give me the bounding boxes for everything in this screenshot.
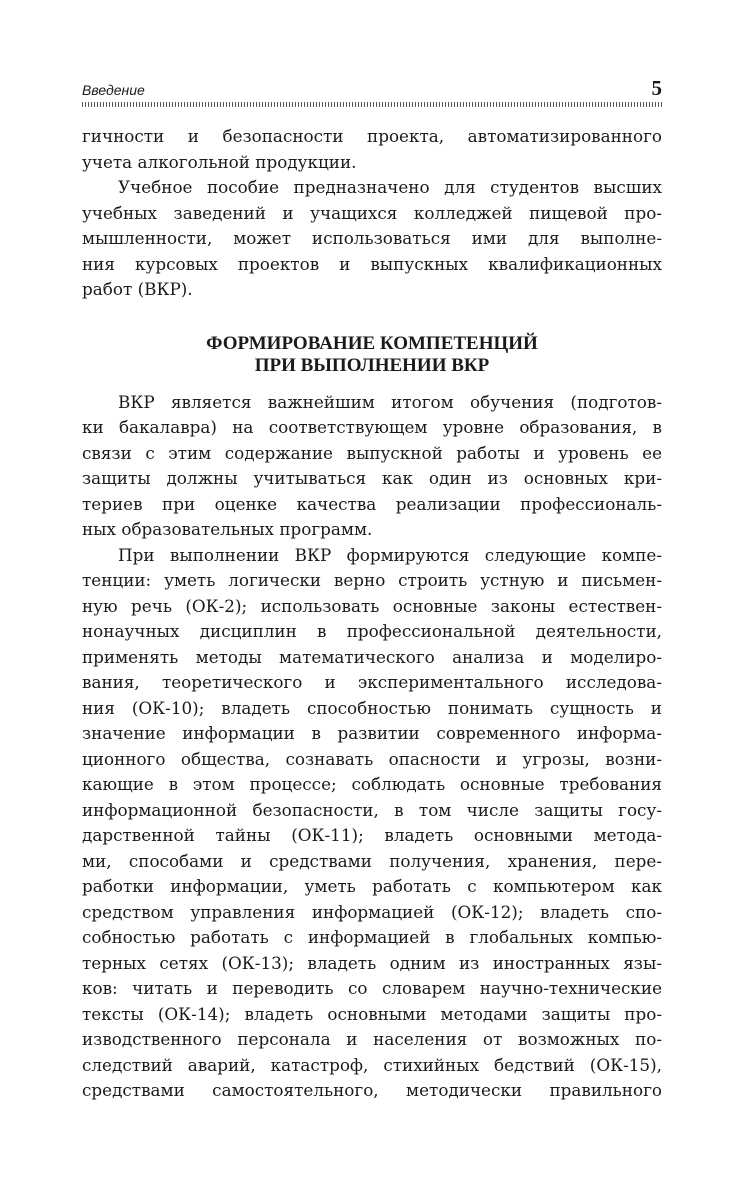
text-line: нонаучных дисциплин в профессиональной деятельности, bbox=[82, 621, 662, 641]
text-line: ных образовательных программ. bbox=[82, 519, 373, 539]
text-line: мышленности, может использоваться ими для выполне- bbox=[82, 228, 662, 248]
paragraph-continuation bbox=[82, 124, 662, 175]
text-line: тенции: уметь логически верно строить устную и письмен- bbox=[82, 570, 662, 590]
text-line: дарственной тайны (ОК-11); владеть основными метода- bbox=[82, 825, 662, 845]
text-line: Учебное пособие предназначено для студентов высших bbox=[118, 177, 662, 197]
text-line: ния курсовых проектов и выпускных квалификационных bbox=[82, 253, 662, 274]
text-line: собностью работать с информацией в глобальных компью- bbox=[82, 927, 662, 947]
text-line: ную речь (ОК-2); использовать основные законы естествен- bbox=[82, 595, 662, 616]
text-line: ков: читать и переводить со словарем научно-технические bbox=[82, 978, 662, 998]
text-line: териев при оценке качества реализации профессиональ- bbox=[82, 493, 662, 514]
section-title: Введение bbox=[82, 82, 145, 98]
page-body bbox=[82, 124, 662, 1104]
text-line: учета алкогольной продукции. bbox=[82, 151, 357, 172]
text-line: ми, способами и средствами получения, хранения, пере- bbox=[82, 850, 662, 871]
text-line: следствий аварий, катастроф, стихийных бедствий (ОК-15), bbox=[82, 1054, 662, 1075]
paragraph-purpose bbox=[82, 175, 662, 303]
text-line: учебных заведений и учащихся колледжей пищевой про- bbox=[82, 202, 662, 223]
text-line: защиты должны учитываться как один из основных кри- bbox=[82, 468, 662, 488]
heading-line: ФОРМИРОВАНИЕ КОМПЕТЕНЦИЙ bbox=[206, 332, 538, 354]
text-line: При выполнении ВКР формируются следующие компе- bbox=[118, 544, 662, 565]
text-line: информационной безопасности, в том числе защиты госу- bbox=[82, 799, 662, 820]
text-line: ВКР является важнейшим итогом обучения (подготов- bbox=[118, 391, 662, 412]
section-heading bbox=[82, 333, 662, 377]
header-rule bbox=[82, 102, 662, 107]
text-line: ки бакалавра) на соответствующем уровне образования, в bbox=[82, 417, 662, 437]
text-line: терных сетях (ОК-13); владеть одним из иностранных язы- bbox=[82, 952, 662, 973]
text-line: изводственного персонала и населения от возможных по- bbox=[82, 1029, 662, 1049]
text-line: средствами самостоятельного, методически правильного bbox=[82, 1080, 662, 1100]
text-line: работ (ВКР). bbox=[82, 279, 193, 299]
text-line: вания, теоретического и экспериментального исследова- bbox=[82, 672, 662, 692]
page-number: 5 bbox=[651, 76, 662, 100]
text-line: тексты (ОК-14); владеть основными методами защиты про- bbox=[82, 1003, 662, 1024]
running-header bbox=[82, 76, 662, 102]
text-line: значение информации в развитии современного информа- bbox=[82, 723, 662, 743]
text-line: средством управления информацией (ОК-12); владеть спо- bbox=[82, 901, 662, 922]
text-line: связи с этим содержание выпускной работы и уровень ее bbox=[82, 442, 662, 463]
text-line: кающие в этом процессе; соблюдать основные требования bbox=[82, 774, 662, 794]
text-line: применять методы математического анализа и моделиро- bbox=[82, 646, 662, 667]
paragraph-competencies bbox=[82, 543, 662, 1104]
text-line: ционного общества, сознавать опасности и угрозы, возни- bbox=[82, 748, 662, 769]
paragraph-vkr bbox=[82, 390, 662, 543]
heading-line: ПРИ ВЫПОЛНЕНИИ ВКР bbox=[254, 354, 490, 376]
text-line: гичности и безопасности проекта, автоматизированного bbox=[82, 126, 662, 146]
text-line: ния (ОК-10); владеть способностью понимать сущность и bbox=[82, 697, 662, 718]
book-page bbox=[82, 76, 662, 1104]
text-line: работки информации, уметь работать с компьютером как bbox=[82, 876, 662, 896]
